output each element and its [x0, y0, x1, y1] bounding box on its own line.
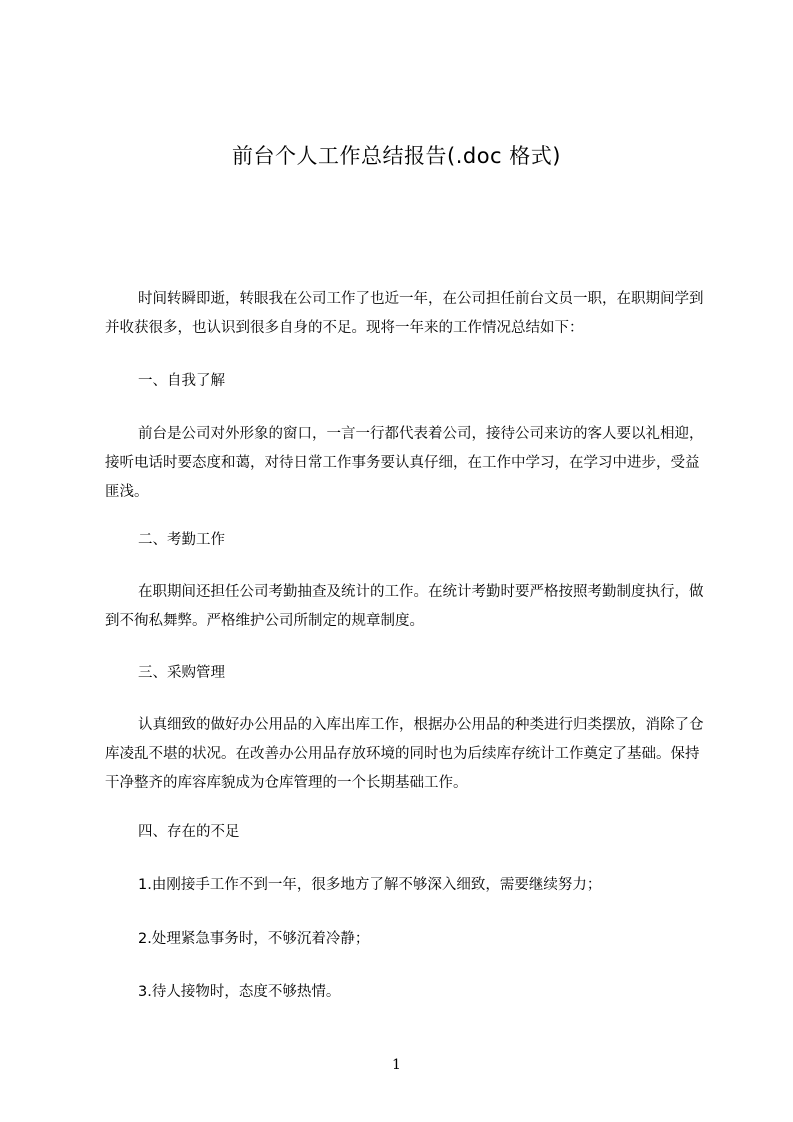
section-body-procurement: 认真细致的做好办公用品的入库出库工作，根据办公用品的种类进行归类摆放，消除了仓库凌乱不堪的状况。在改善办公用品存放环境的同时也为后续库存统计工作奠定了基础。保持干净整齐的库容库貌成为仓库管理的一个长期基础工作。 [105, 717, 704, 791]
section-heading-attendance: 二、考勤工作 [138, 532, 225, 548]
section-heading-self-understanding: 一、自我了解 [138, 373, 225, 389]
intro-paragraph: 时间转瞬即逝，转眼我在公司工作了也近一年，在公司担任前台文员一职，在职期间学到并收获很多，也认识到很多自身的不足。现将一年来的工作情况总结如下： [105, 291, 704, 336]
page-number: 1 [392, 1057, 401, 1073]
document-title: 前台个人工作总结报告(.doc 格式) [232, 144, 561, 168]
section-heading-shortcomings: 四、存在的不足 [138, 824, 240, 840]
section-body-attendance: 在职期间还担任公司考勤抽查及统计的工作。在统计考勤时要严格按照考勤制度执行，做到不徇私舞弊。严格维护公司所制定的规章制度。 [105, 584, 704, 629]
list-item: 2.处理紧急事务时，不够沉着冷静； [138, 931, 370, 947]
list-item: 1.由刚接手工作不到一年，很多地方了解不够深入细致，需要继续努力； [138, 877, 602, 893]
list-item: 3.待人接物时，态度不够热情。 [138, 984, 341, 1000]
section-body-self-understanding: 前台是公司对外形象的窗口，一言一行都代表着公司，接待公司来访的客人要以礼相迎，接听电话时要态度和蔼，对待日常工作事务要认真仔细，在工作中学习，在学习中进步，受益匪浅。 [105, 426, 704, 500]
section-heading-procurement: 三、采购管理 [138, 665, 225, 681]
